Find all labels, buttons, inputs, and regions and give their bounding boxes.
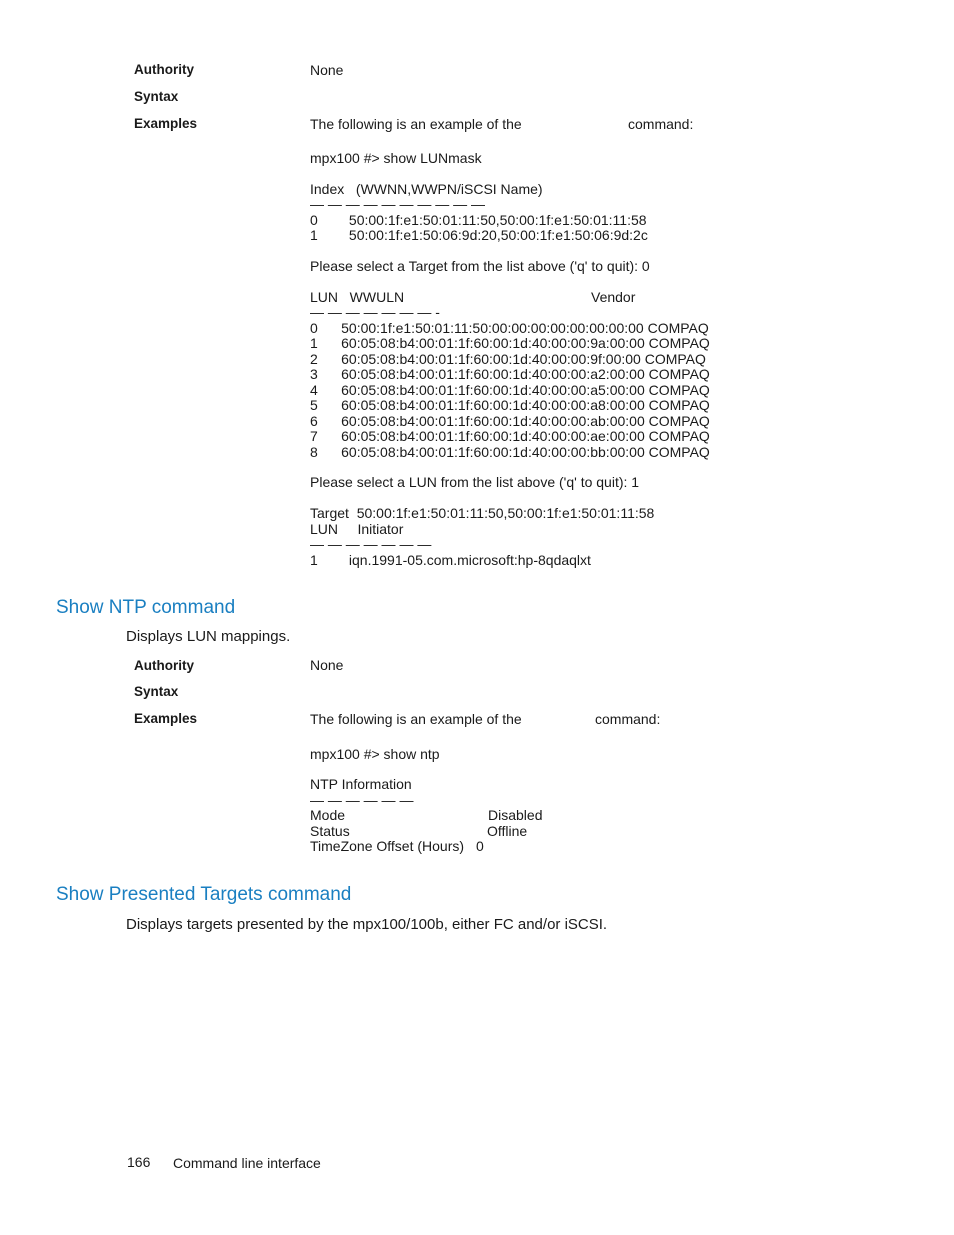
authority-label: Authority (134, 62, 194, 77)
code-value: Disabled (488, 807, 543, 823)
code-line: 0 50:00:1f:e1:50:01:11:50:00:00:00:00:00:00:00:00 COMPAQ (310, 320, 709, 336)
section-heading-show-presented-targets: Show Presented Targets command (56, 884, 352, 905)
code-line: 4 60:05:08:b4:00:01:1f:60:00:1d:40:00:00:a5:00:00 COMPAQ (310, 382, 710, 398)
code-key: Status (310, 823, 350, 839)
syntax-label: Syntax (134, 89, 179, 104)
code-rule: — — — — — — — - (310, 304, 440, 320)
example-intro-command-word: command: (628, 116, 694, 132)
code-line: 2 60:05:08:b4:00:01:1f:60:00:1d:40:00:00:9f:00:00 COMPAQ (310, 351, 706, 367)
code-info-header: NTP Information (310, 776, 412, 792)
code-key: TimeZone Offset (Hours) (310, 838, 465, 854)
code-line: 6 60:05:08:b4:00:01:1f:60:00:1d:40:00:00:ab:00:00 COMPAQ (310, 413, 710, 429)
section-description: Displays targets presented by the mpx100/100b, either FC and/or iSCSI. (126, 916, 608, 933)
code-target-line: Target 50:00:1f:e1:50:01:11:50,50:00:1f:e1:50:01:11:58 (310, 505, 655, 521)
code-initiator-header: LUN Initiator (310, 521, 404, 537)
code-value: Offline (487, 823, 528, 839)
code-line: 0 50:00:1f:e1:50:01:11:50,50:00:1f:e1:50:01:11:58 (310, 212, 647, 228)
code-index-header: Index (WWNN,WWPN/iSCSI Name) (310, 181, 543, 197)
examples-label: Examples (134, 711, 198, 726)
code-value: 0 (476, 838, 484, 854)
code-prompt: mpx100 #> show ntp (310, 746, 440, 762)
authority-value: None (310, 62, 344, 78)
authority-label: Authority (134, 658, 194, 673)
code-line: 1 60:05:08:b4:00:01:1f:60:00:1d:40:00:00:9a:00:00 COMPAQ (310, 335, 710, 351)
authority-value: None (310, 657, 344, 673)
code-line: 8 60:05:08:b4:00:01:1f:60:00:1d:40:00:00:bb:00:00 COMPAQ (310, 444, 710, 460)
code-prompt: mpx100 #> show LUNmask (310, 150, 482, 166)
syntax-label: Syntax (134, 684, 179, 699)
code-vendor-header: Vendor (591, 289, 636, 305)
code-line: 1 50:00:1f:e1:50:06:9d:20,50:00:1f:e1:50:06:9d:2c (310, 227, 648, 243)
section-heading-show-ntp: Show NTP command (56, 597, 236, 618)
examples-label: Examples (134, 116, 198, 131)
example-intro-command-word: command: (595, 711, 661, 727)
example-intro-text: The following is an example of the (310, 116, 522, 132)
code-lun-header: LUN WWULN (310, 289, 405, 305)
code-line: 7 60:05:08:b4:00:01:1f:60:00:1d:40:00:00:ae:00:00 COMPAQ (310, 428, 710, 444)
code-rule: — — — — — — — — — — (310, 196, 486, 212)
code-line: 1 iqn.1991-05.com.microsoft:hp-8qdaqlxt (310, 552, 591, 568)
code-line: 5 60:05:08:b4:00:01:1f:60:00:1d:40:00:00:a8:00:00 COMPAQ (310, 397, 710, 413)
code-rule: — — — — — — (310, 792, 414, 808)
code-rule: — — — — — — — (310, 536, 432, 552)
example-intro-text: The following is an example of the (310, 711, 522, 727)
section-description: Displays LUN mappings. (126, 628, 291, 645)
code-key: Mode (310, 807, 346, 823)
page-number: 166 (127, 1154, 151, 1170)
chapter-title: Command line interface (173, 1155, 321, 1171)
code-select-lun: Please select a LUN from the list above ('q' to quit): 1 (310, 474, 640, 490)
code-select-target: Please select a Target from the list above ('q' to quit): 0 (310, 258, 650, 274)
code-line: 3 60:05:08:b4:00:01:1f:60:00:1d:40:00:00:a2:00:00 COMPAQ (310, 366, 710, 382)
